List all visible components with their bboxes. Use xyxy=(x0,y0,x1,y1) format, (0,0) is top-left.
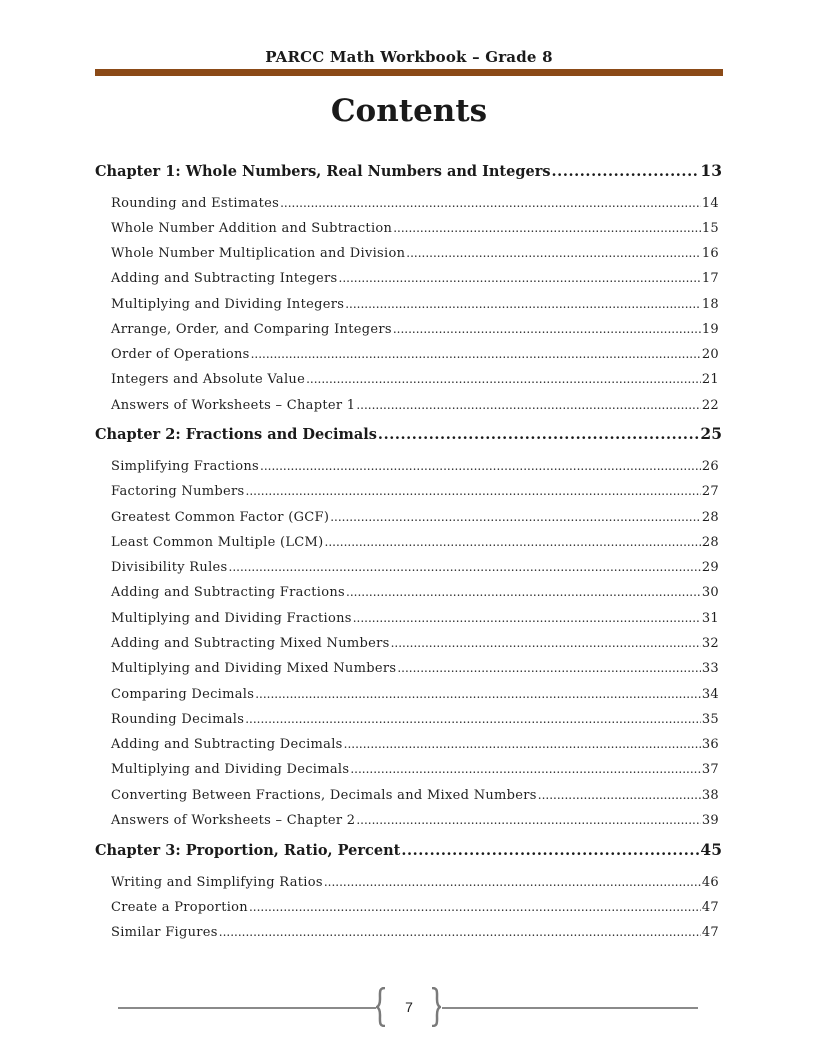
dot-leader xyxy=(401,842,699,859)
dot-leader xyxy=(356,813,700,827)
dot-leader xyxy=(378,426,700,443)
toc-chapter-title: Chapter 2: Fractions and Decimals xyxy=(95,426,377,443)
toc-page-number: 26 xyxy=(701,459,719,474)
footer-rule-right xyxy=(442,1007,698,1009)
toc-entry[interactable] xyxy=(111,246,719,261)
toc-entry-label: Adding and Subtracting Integers xyxy=(111,271,338,286)
toc-entry-label: Converting Between Fractions, Decimals and Mixed Numbers xyxy=(111,788,537,803)
toc-chapter-title: Chapter 1: Whole Numbers, Real Numbers and Integers xyxy=(95,163,551,180)
dot-leader xyxy=(324,875,701,889)
toc-page-number: 18 xyxy=(701,297,719,312)
toc-entry[interactable] xyxy=(111,687,719,702)
toc-entry-label: Writing and Simplifying Ratios xyxy=(111,875,323,890)
toc-page-number: 13 xyxy=(700,161,722,180)
toc-entry-label: Create a Proportion xyxy=(111,900,248,915)
toc-entry-label: Rounding Decimals xyxy=(111,712,245,727)
toc-page-number: 21 xyxy=(701,372,719,387)
toc-chapter-3[interactable] xyxy=(95,840,722,859)
page-title: Contents xyxy=(330,93,488,129)
running-header: PARCC Math Workbook – Grade 8 xyxy=(265,48,553,66)
header-rule xyxy=(95,69,723,76)
toc-entry[interactable] xyxy=(111,271,719,286)
toc-page-number: 38 xyxy=(701,788,719,803)
toc-entry[interactable] xyxy=(111,875,719,890)
toc-entry-label: Similar Figures xyxy=(111,925,218,940)
toc-page-number: 22 xyxy=(701,398,719,413)
toc-chapter-2[interactable] xyxy=(95,424,722,443)
dot-leader xyxy=(397,661,701,675)
dot-leader xyxy=(552,163,700,180)
dot-leader xyxy=(393,221,701,235)
dot-leader xyxy=(330,510,701,524)
dot-leader xyxy=(339,271,701,285)
dot-leader xyxy=(346,585,701,599)
dot-leader xyxy=(249,900,701,914)
toc-entry[interactable] xyxy=(111,737,719,752)
toc-page-number: 34 xyxy=(701,687,719,702)
dot-leader xyxy=(356,398,700,412)
dot-leader xyxy=(538,788,701,802)
toc-entry[interactable] xyxy=(111,900,719,915)
toc-page-number: 35 xyxy=(701,712,719,727)
toc-entry-label: Greatest Common Factor (GCF) xyxy=(111,510,330,525)
toc-page-number: 29 xyxy=(701,560,719,575)
toc-entry[interactable] xyxy=(111,484,719,499)
toc-entry-label: Answers of Worksheets – Chapter 2 xyxy=(111,813,356,828)
toc-page-number: 39 xyxy=(701,813,719,828)
toc-entry[interactable] xyxy=(111,813,719,828)
toc-entry[interactable] xyxy=(111,560,719,575)
toc-entry-label: Adding and Subtracting Mixed Numbers xyxy=(111,636,390,651)
toc-entry-label: Comparing Decimals xyxy=(111,687,255,702)
toc-page-number: 32 xyxy=(701,636,719,651)
toc-page-number: 31 xyxy=(701,611,719,626)
toc-entry-label: Whole Number Addition and Subtraction xyxy=(111,221,393,236)
dot-leader xyxy=(246,484,701,498)
toc-entry[interactable] xyxy=(111,636,719,651)
dot-leader xyxy=(260,459,701,473)
toc-entry[interactable] xyxy=(111,712,719,727)
toc-entry-label: Whole Number Multiplication and Division xyxy=(111,246,406,261)
toc-entry[interactable] xyxy=(111,510,719,525)
toc-entry[interactable] xyxy=(111,297,719,312)
dot-leader xyxy=(393,322,701,336)
toc-entry-label: Adding and Subtracting Fractions xyxy=(111,585,345,600)
toc-page-number: 14 xyxy=(701,196,719,211)
toc-page-number: 28 xyxy=(701,535,719,550)
toc-entry-label: Multiplying and Dividing Integers xyxy=(111,297,345,312)
toc-entry[interactable] xyxy=(111,585,719,600)
dot-leader xyxy=(353,611,701,625)
toc-page-number: 47 xyxy=(701,900,719,915)
toc-page-number: 15 xyxy=(701,221,719,236)
dot-leader xyxy=(245,712,701,726)
toc-entry-label: Answers of Worksheets – Chapter 1 xyxy=(111,398,356,413)
dot-leader xyxy=(219,925,701,939)
dot-leader xyxy=(255,687,701,701)
toc-entry[interactable] xyxy=(111,762,719,777)
dot-leader xyxy=(391,636,701,650)
toc-page-number: 36 xyxy=(701,737,719,752)
toc-chapter-title: Chapter 3: Proportion, Ratio, Percent xyxy=(95,842,401,859)
toc-entry-label: Least Common Multiple (LCM) xyxy=(111,535,324,550)
toc-entry-label: Simplifying Fractions xyxy=(111,459,259,474)
toc-page-number: 27 xyxy=(701,484,719,499)
toc-entry-label: Integers and Absolute Value xyxy=(111,372,306,387)
toc-entry-label: Factoring Numbers xyxy=(111,484,245,499)
toc-entry[interactable] xyxy=(111,322,719,337)
toc-page-number: 20 xyxy=(701,347,719,362)
dot-leader xyxy=(406,246,701,260)
toc-entry-label: Multiplying and Dividing Decimals xyxy=(111,762,350,777)
toc-entry-label: Rounding and Estimates xyxy=(111,196,280,211)
toc-page-number: 25 xyxy=(700,424,722,443)
toc-page-number: 37 xyxy=(701,762,719,777)
toc-entry[interactable] xyxy=(111,372,719,387)
toc-entry[interactable] xyxy=(111,398,719,413)
toc-entry-label: Adding and Subtracting Decimals xyxy=(111,737,343,752)
dot-leader xyxy=(280,196,701,210)
toc-entry[interactable] xyxy=(111,788,719,803)
toc-page-number: 33 xyxy=(701,661,719,676)
dot-leader xyxy=(325,535,701,549)
toc-page-number: 45 xyxy=(700,840,722,859)
toc-entry-label: Multiplying and Dividing Fractions xyxy=(111,611,352,626)
toc-entry-label: Arrange, Order, and Comparing Integers xyxy=(111,322,392,337)
dot-leader xyxy=(344,737,701,751)
dot-leader xyxy=(229,560,701,574)
toc-entry[interactable] xyxy=(111,221,719,236)
toc-entry-label: Order of Operations xyxy=(111,347,250,362)
page-number: 7 xyxy=(405,999,413,1015)
dot-leader xyxy=(345,297,701,311)
toc-entry[interactable] xyxy=(111,661,719,676)
toc-entry[interactable] xyxy=(111,459,719,474)
toc-page-number: 28 xyxy=(701,510,719,525)
toc-page-number: 19 xyxy=(701,322,719,337)
toc-entry-label: Divisibility Rules xyxy=(111,560,228,575)
toc-entry-label: Multiplying and Dividing Mixed Numbers xyxy=(111,661,397,676)
dot-leader xyxy=(350,762,700,776)
dot-leader xyxy=(251,347,701,361)
toc-entry[interactable] xyxy=(111,535,719,550)
right-bracket-icon xyxy=(431,987,441,1027)
toc-entry[interactable] xyxy=(111,196,719,211)
dot-leader xyxy=(306,372,701,386)
toc-entry[interactable] xyxy=(111,611,719,626)
toc-page-number: 46 xyxy=(701,875,719,890)
toc-entry[interactable] xyxy=(111,347,719,362)
toc-page-number: 30 xyxy=(701,585,719,600)
left-bracket-icon xyxy=(376,987,386,1027)
toc-chapter-1[interactable] xyxy=(95,161,722,180)
toc-page-number: 17 xyxy=(701,271,719,286)
toc-page-number: 47 xyxy=(701,925,719,940)
toc-page-number: 16 xyxy=(701,246,719,261)
toc-entry[interactable] xyxy=(111,925,719,940)
footer-rule-left xyxy=(118,1007,376,1009)
